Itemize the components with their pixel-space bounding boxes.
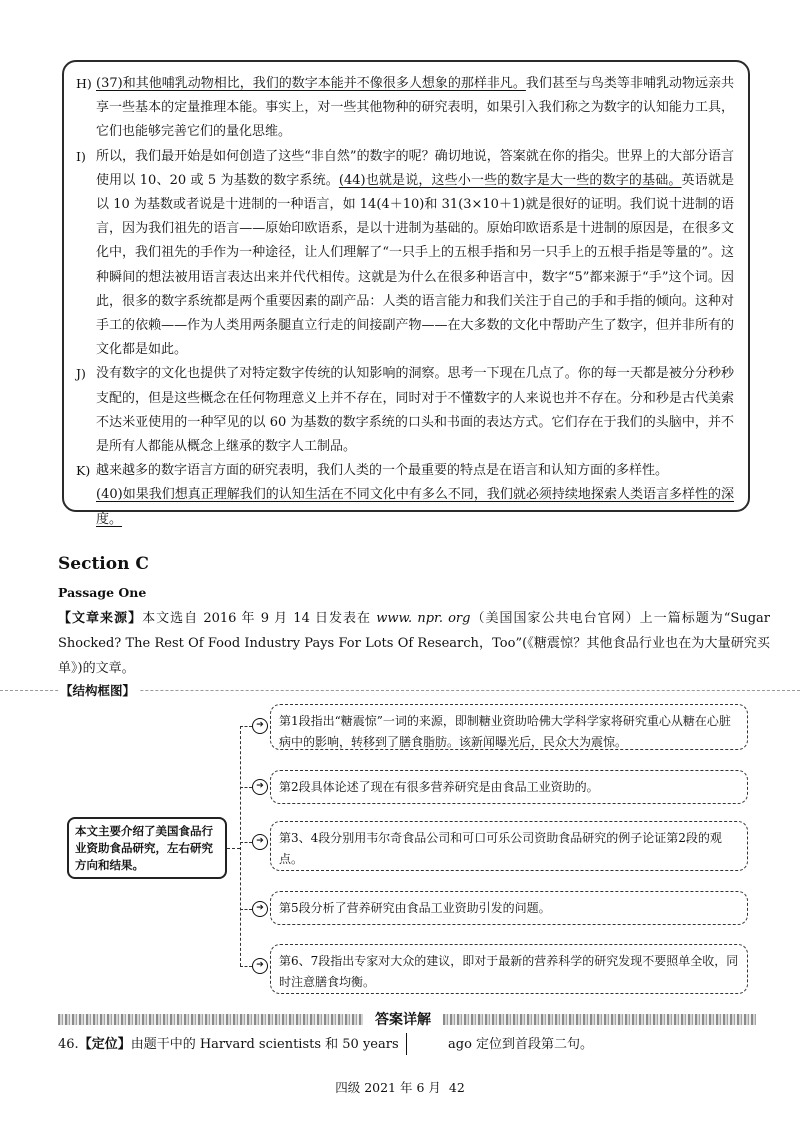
connector-line [227, 848, 240, 849]
paragraph-label: J) [76, 366, 86, 382]
connector-branch [240, 842, 252, 843]
paragraph-text: 越来越多的数字语言方面的研究表明，我们人类的一个最重要的特点是在语言和认知方面的多样性。 [96, 463, 669, 479]
connector-branch [240, 726, 252, 727]
column-divider [406, 1033, 407, 1055]
paragraph-h [78, 72, 734, 145]
summary-box: 本文主要介绍了美国食品行业资助食品研究，左右研究方向和结果。 [67, 817, 227, 879]
paragraph-text: 英语就是以 10 为基数或者说是十进制的一种语言，如 14(4＋10)和 31(3×10＋1)就是很好的证明。我们说十进制的语言，因为我们祖先的语言——原始印欧语系，是以十进制为基础的。原始印欧语系是十进制的原因是，在很多文化中，我们祖先的手作为一种途径，让人们理解了“一只手上的五根手指和另一只手上的五根手指是等量的”。这种瞬间的想法被用语言表达出来并代代相传。这就是为什么在很多种语言中，数字“5”都来源于“手”这个词。因此，很多的数字系统都是两个重要因素的副产品：人类的语言能力和我们关注于自己的手和手指的倾向。这种对手工的依赖——作为人类用两条腿直立行走的间接副产物——在大多数的文化中帮助产生了数字，但并非所有的文化都是如此。 [96, 172, 735, 358]
arrow-circle-icon: ➔ [252, 958, 268, 974]
question-number: 46. [58, 1037, 79, 1052]
decorative-band [443, 1014, 756, 1025]
arrow-circle-icon: ➔ [252, 779, 268, 795]
paragraph-text: 没有数字的文化也提供了对特定数字传统的认知影响的洞察。思考一下现在几点了。你的每一天都是被分分秒秒支配的，但是这些概念在任何物理意义上并不存在，同时对于不懂数字的人来说也并不存在。分和秒是古代美索不达米亚使用的一种罕见的以 60 为基数的数字系统的口头和书面的表达方式。它们存在于我们的头脑中，并不是所有人都能从概念上继承的数字人工制品。 [96, 366, 734, 455]
answer-46 [58, 1033, 399, 1052]
paragraph-text: 所以，我们最开始是如何创造了这些“非自然”的数字的呢？确切地说，答案就在你的指尖。世界上的大部分语言使用以 10、20 或 5 为基数的数字系统。 [96, 148, 734, 188]
source-text: 本文选自 2016 年 9 月 14 日发表在 [142, 611, 377, 626]
connector-branch [240, 909, 252, 910]
underlined-sentence-37: (37)和其他哺乳动物相比，我们的数字本能并不像很多人想象的那样非凡。 [96, 76, 526, 91]
underlined-sentence-40: (40)如果我们想真正理解我们的认知生活在不同文化中有多么不同，我们就必须持续地探索人类语言多样性的深度。 [96, 487, 734, 527]
arrow-circle-icon: ➔ [252, 901, 268, 917]
page-footer [0, 1078, 800, 1096]
connector-trunk [240, 726, 241, 966]
page-number: 42 [448, 1080, 465, 1095]
paragraph-j [78, 362, 734, 459]
diagram-node: 第3、4段分别用韦尔奇食品公司和可口可乐公司资助食品研究的例子论证第2段的观点。 [270, 821, 748, 871]
diagram-node: 第6、7段指出专家对大众的建议，即对于最新的营养科学的研究发现不要照单全收，同时注意膳食均衡。 [270, 944, 748, 994]
source-label: 【文章来源】 [58, 611, 143, 626]
answer-title: 答案详解 [371, 1009, 435, 1029]
passage-title: Passage One [58, 585, 147, 600]
answer-46-continued: ago 定位到首段第二句。 [448, 1037, 594, 1052]
diagram-node: 第5段分析了营养研究由食品工业资助引发的问题。 [270, 891, 748, 925]
connector-branch [240, 966, 252, 967]
source-site: www. npr. org [376, 611, 471, 626]
arrow-circle-icon: ➔ [252, 834, 268, 850]
structure-diagram [0, 700, 800, 1000]
article-source [58, 606, 770, 681]
footer-exam: 四级 2021 年 6 月 [335, 1080, 441, 1095]
locate-tag: 【定位】 [78, 1037, 131, 1052]
paragraph-i [78, 145, 734, 363]
structure-frame-title: 【结构框图】 [60, 681, 139, 699]
decorative-band [58, 1014, 363, 1025]
diagram-node: 第1段指出“糖震惊”一词的来源，即制糖业资助哈佛大学科学家将研究重心从糖在心脏病中的影响，转移到了膳食脂肪。该新闻曝光后，民众大为震惊。 [270, 704, 748, 750]
paragraph-label: K) [76, 463, 91, 479]
structure-frame-header [0, 681, 800, 701]
answer-text: 由题干中的 Harvard scientists 和 50 years [130, 1037, 399, 1052]
paragraph-text: 我们甚至与鸟类等非哺乳动物远亲共享一些基本的定量推理本能。事实上，对一些其他物种的研究表明，如果引入我们称之为数字的认知能力工具，它们也能够完善它们的量化思维。 [96, 76, 734, 140]
answer-header [58, 1009, 756, 1029]
connector-branch [240, 787, 252, 788]
passage-box [62, 60, 750, 527]
source-text: （美国国家公共电台官网）上一篇标题为“Sugar Shocked? The Rest Of Food Industry Pays For Lots Of Research，Too”(《糖震惊？其他食品行业也在为大量研究买单》)的文章。 [58, 611, 770, 676]
section-title: Section C [58, 554, 149, 574]
paragraph-label: I) [76, 148, 86, 164]
paragraph-k [78, 459, 734, 532]
diagram-node: 第2段具体论述了现在有很多营养研究是由食品工业资助的。 [270, 770, 748, 804]
paragraph-label: H) [76, 76, 92, 91]
arrow-circle-icon: ➔ [252, 718, 268, 734]
underlined-sentence-44: (44)也就是说，这些小一些的数字是大一些的数字的基础。 [338, 172, 682, 188]
